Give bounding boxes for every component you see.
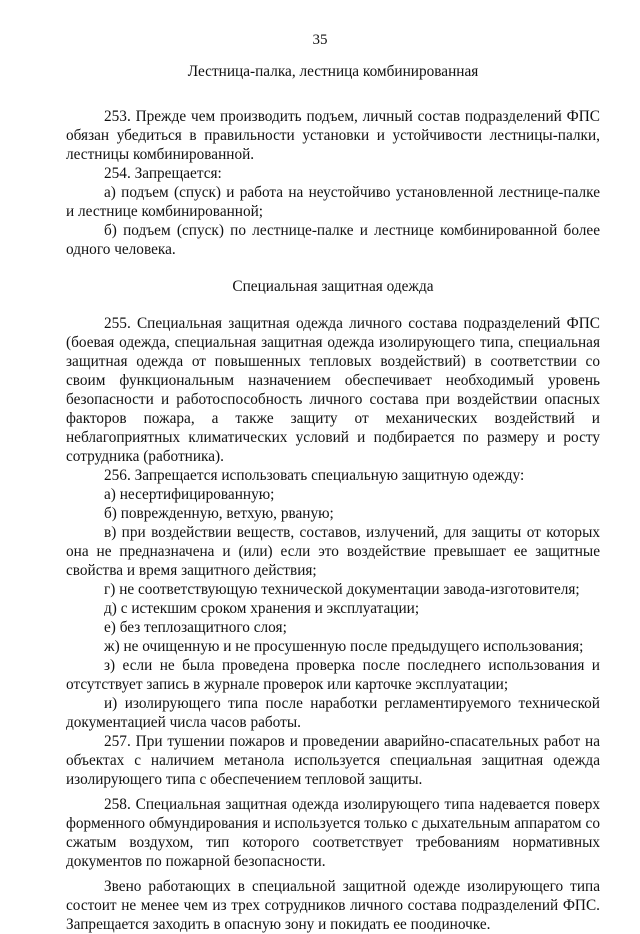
paragraph-256-z: з) если не была проведена проверка после последнего использования и отсутствует запись в журнале проверок или карточке эксплуатации;: [66, 657, 600, 693]
page-content: [66, 62, 600, 934]
paragraph-254-a: а) подъем (спуск) и работа на неустойчиво установленной лестнице-палке и лестнице комбинированной;: [66, 184, 600, 220]
page-number: 35: [312, 32, 328, 48]
paragraph-256-g: г) не соответствующую технической документации завода-изготовителя;: [104, 581, 580, 598]
paragraph-256-i: и) изолирующего типа после наработки регламентируемого технической документацией числа часов работы.: [66, 695, 600, 731]
paragraph-256-zh: ж) не очищенную и не просушенную после предыдущего использования;: [104, 638, 584, 655]
section-heading-protective-clothing: Специальная защитная одежда: [232, 278, 434, 295]
paragraph-258: 258. Специальная защитная одежда изолирующего типа надевается поверх форменного обмундирования и используется только с дыхательным аппаратом со сжатым воздухом, тип которого соответствует требованиям нормативных документов по пожарной безопасности.: [66, 796, 600, 870]
paragraph-256-e: е) без теплозащитного слоя;: [104, 619, 287, 636]
paragraph-254: 254. Запрещается:: [104, 165, 222, 182]
paragraph-256-v: в) при воздействии веществ, составов, излучений, для защиты от которых она не предназначена и (или) если это воздействие превышает ее защитные свойства и время защитного действия;: [66, 524, 600, 579]
paragraph-254-b: б) подъем (спуск) по лестнице-палке и лестнице комбинированной более одного человека.: [66, 222, 600, 258]
paragraph-256-b: б) поврежденную, ветхую, рваную;: [104, 505, 334, 522]
paragraph-253: 253. Прежде чем производить подъем, личный состав подразделений ФПС обязан убедиться в правильности установки и устойчивости лестницы-палки, лестницы комбинированной.: [66, 108, 600, 163]
section-heading-ladders: Лестница-палка, лестница комбинированная: [187, 63, 479, 80]
paragraph-258-team: Звено работающих в специальной защитной одежде изолирующего типа состоит не менее чем из трех сотрудников личного состава подразделений ФПС. Запрещается заходить в опасную зону и покидать ее поодиночке.: [66, 878, 600, 933]
paragraph-255: 255. Специальная защитная одежда личного состава подразделений ФПС (боевая одежда, специальная защитная одежда изолирующего типа, специальная защитная одежда от повышенных тепловых воздействий) в соответствии со своим функциональным назначением обеспечивает необходимый уровень безопасности и работоспособность личного состава при воздействии опасных факторов пожара, а также защиту от механических воздействий и неблагоприятных климатических условий и подбирается по размеру и росту сотрудника (работника).: [66, 315, 600, 465]
paragraph-257: 257. При тушении пожаров и проведении аварийно-спасательных работ на объектах с наличием метанола используется специальная защитная одежда изолирующего типа с обеспечением тепловой защиты.: [66, 733, 600, 788]
paragraph-256: 256. Запрещается использовать специальную защитную одежду:: [104, 467, 525, 484]
paragraph-256-d: д) с истекшим сроком хранения и эксплуатации;: [104, 600, 420, 617]
paragraph-256-a: а) несертифицированную;: [104, 486, 275, 503]
